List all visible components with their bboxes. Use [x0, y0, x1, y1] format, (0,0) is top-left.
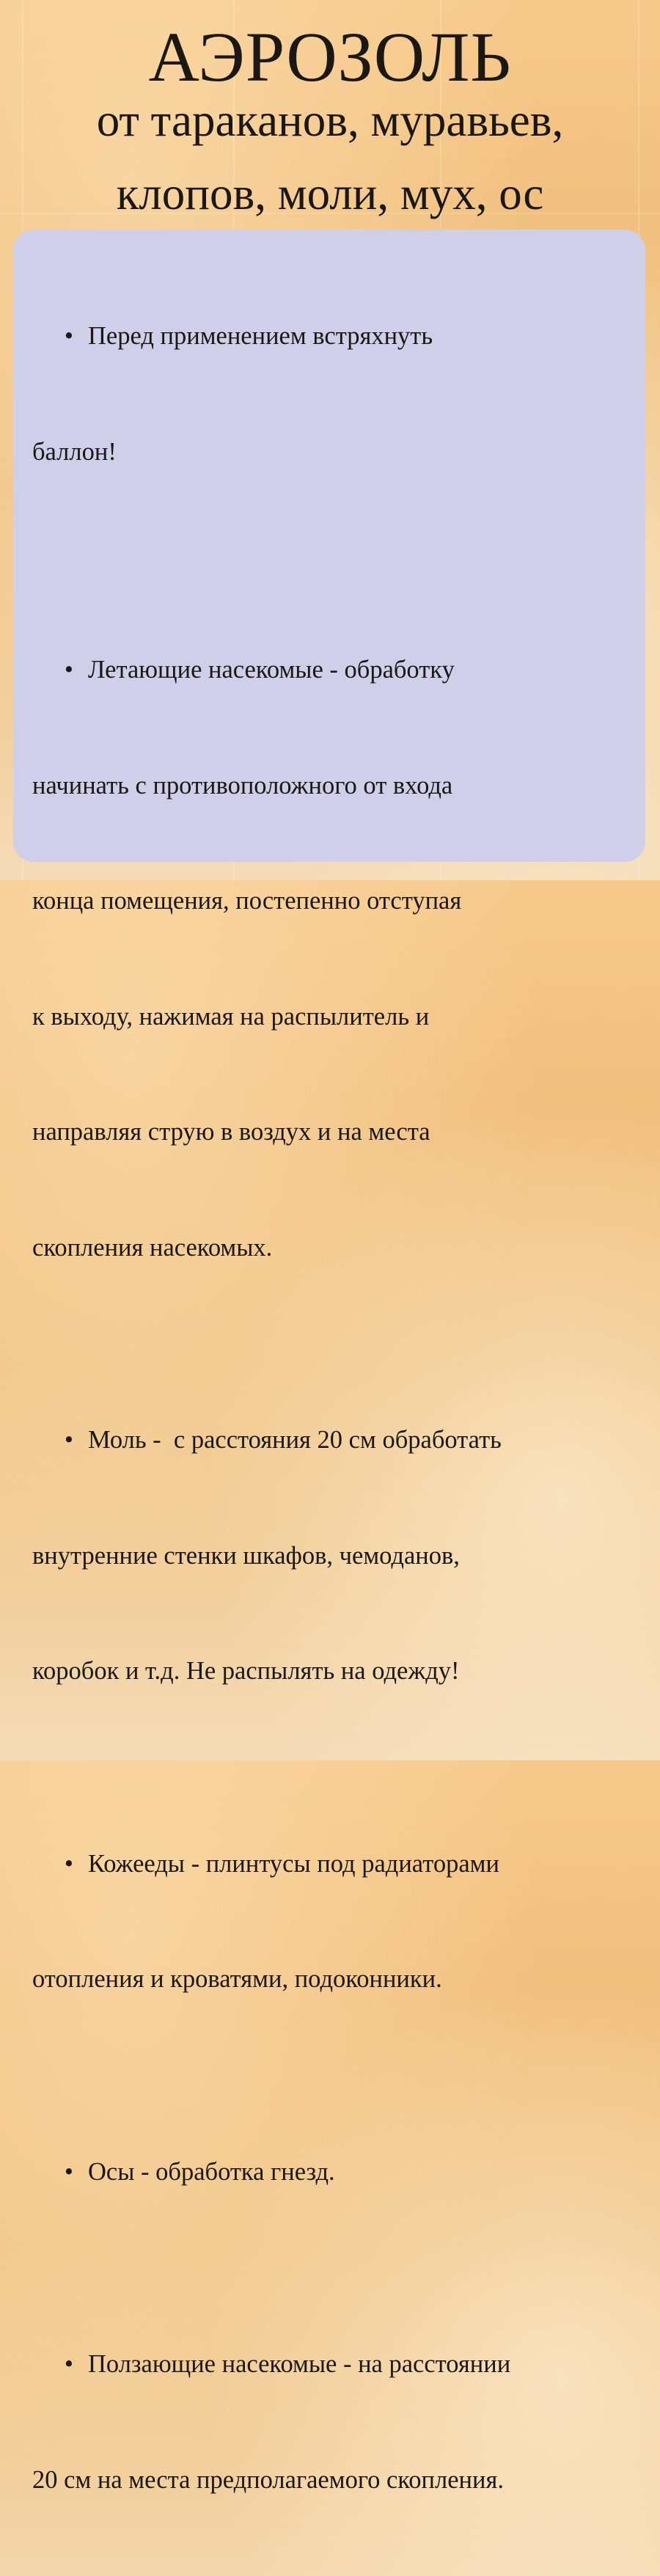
- instruction-text: к выходу, нажимая на распылитель и: [32, 1002, 430, 1031]
- bullet-icon: •: [64, 2157, 73, 2186]
- instruction-item: [32, 1344, 623, 1768]
- instruction-text: Кожееды - плинтусы под радиаторами: [88, 1849, 499, 1878]
- page-title: АЭРОЗОЛЬ: [148, 18, 512, 96]
- instruction-text: Ползающие насекомые - на расстоянии: [88, 2350, 511, 2378]
- instruction-text: коробок и т.д. Не распылять на одежду!: [32, 1657, 460, 1685]
- instruction-item: [32, 2268, 623, 2576]
- instruction-text: направляя струю в воздух и на места: [32, 1118, 430, 1146]
- bullet-icon: •: [64, 1426, 73, 1454]
- subtitle-line-2: клопов, моли, мух, ос: [116, 168, 544, 219]
- instructions-panel: [13, 230, 645, 2494]
- instruction-item: [32, 1768, 623, 2076]
- bullet-icon: •: [64, 2350, 73, 2378]
- bullet-icon: •: [64, 1849, 73, 1878]
- bullet-icon: •: [64, 322, 73, 350]
- instruction-text: Моль - с расстояния 20 см обработать: [88, 1426, 502, 1454]
- instruction-text: Перед применением встряхнуть: [88, 322, 433, 350]
- instruction-text: внутренние стенки шкафов, чемоданов,: [32, 1541, 460, 1570]
- instruction-item: [32, 574, 623, 1344]
- instruction-text: 20 см на места предполагаемого скопления.: [32, 2465, 504, 2494]
- instruction-text: скопления насекомых.: [32, 1233, 273, 1262]
- instruction-text: Летающие насекомые - обработку: [88, 656, 455, 684]
- instruction-text: отопления и кроватями, подоконники.: [32, 1965, 442, 1993]
- instruction-text: конца помещения, постепенно отступая: [32, 887, 462, 915]
- instruction-text: начинать с противоположного от входа: [32, 771, 453, 799]
- subtitle-line-1: от тараканов, муравьев,: [96, 95, 564, 146]
- bullet-icon: •: [64, 656, 73, 684]
- instruction-text: баллон!: [32, 437, 117, 466]
- instruction-item: [32, 240, 623, 548]
- instruction-item: [32, 2076, 623, 2269]
- instruction-text: Осы - обработка гнезд.: [88, 2157, 335, 2186]
